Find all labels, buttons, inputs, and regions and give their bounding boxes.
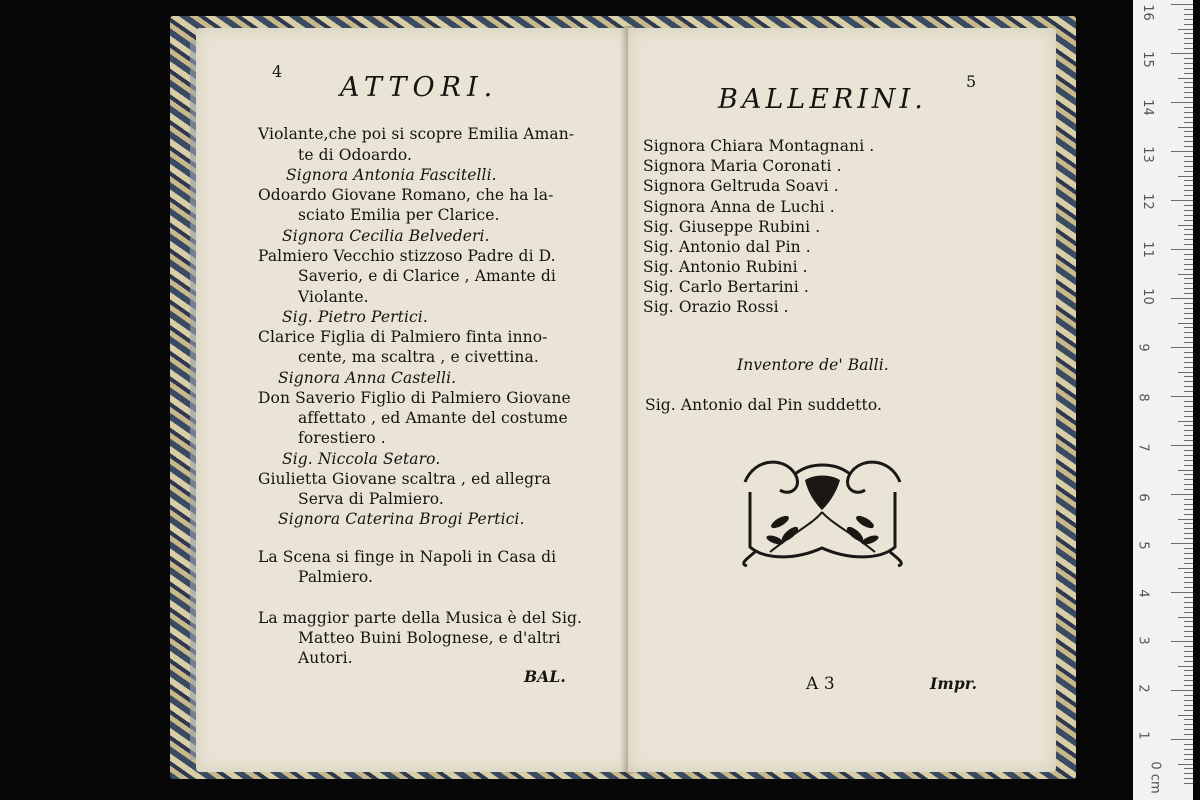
ruler-tick (1184, 577, 1193, 578)
ruler-number: 16 (1139, 4, 1155, 21)
ruler-tick (1184, 342, 1193, 343)
left-page-title: ATTORI. (340, 72, 499, 103)
ruler-number: 13 (1139, 146, 1155, 163)
ruler-tick (1171, 592, 1193, 593)
ruler-tick (1171, 739, 1193, 740)
dancer-name: Sig. Carlo Bertarini . (643, 278, 809, 296)
signature-mark: A 3 (806, 674, 835, 694)
ruler-tick (1184, 92, 1193, 93)
ruler-tick (1184, 621, 1193, 622)
ruler-tick (1171, 102, 1193, 103)
ruler-tick (1184, 48, 1193, 49)
ruler-tick (1184, 597, 1193, 598)
ruler-tick (1184, 68, 1193, 69)
ruler-tick (1184, 220, 1193, 221)
ruler-tick (1184, 749, 1193, 750)
text-line: te di Odoardo. (298, 146, 413, 164)
ruler-tick (1184, 675, 1193, 676)
ruler-tick (1184, 710, 1193, 711)
ruler-tick (1184, 146, 1193, 147)
ruler-tick (1171, 53, 1193, 54)
text-line: Matteo Buini Bolognese, e d'altri (298, 629, 561, 647)
text-line: Signora Caterina Brogi Pertici. (278, 510, 525, 528)
ruler-tick (1184, 156, 1193, 157)
ruler-tick (1178, 617, 1193, 618)
ruler-tick (1184, 337, 1193, 338)
ruler-tick (1184, 264, 1193, 265)
ruler-tick (1184, 141, 1193, 142)
ruler-tick (1184, 460, 1193, 461)
dancer-name: Signora Chiara Montagnani . (643, 137, 875, 155)
ruler-tick (1184, 509, 1193, 510)
ruler-tick (1184, 82, 1193, 83)
ruler-tick (1184, 63, 1193, 64)
ruler-tick (1178, 274, 1193, 275)
ruler-number: 15 (1139, 51, 1155, 68)
text-line: forestiero . (298, 429, 386, 447)
ruler-tick (1184, 131, 1193, 132)
ruler-tick (1184, 553, 1193, 554)
ruler-tick (1184, 636, 1193, 637)
ruler-tick (1184, 33, 1193, 34)
ruler-tick (1184, 514, 1193, 515)
ruler-tick (1184, 695, 1193, 696)
ruler-tick (1184, 572, 1193, 573)
ruler-tick (1184, 38, 1193, 39)
ruler-number: 4 (1135, 589, 1151, 598)
ruler-tick (1184, 489, 1193, 490)
ruler-tick (1184, 729, 1193, 730)
text-line: Violante,che poi si scopre Emilia Aman- (258, 125, 575, 143)
ruler-tick (1184, 278, 1193, 279)
left-page-number: 4 (272, 62, 283, 81)
ruler-tick (1178, 421, 1193, 422)
text-line: Serva di Palmiero. (298, 490, 444, 508)
ruler-tick (1184, 607, 1193, 608)
measurement-ruler (1133, 0, 1193, 800)
ruler-tick (1178, 323, 1193, 324)
text-line: Palmiero. (298, 568, 374, 586)
ruler-tick (1184, 523, 1193, 524)
ruler-tick (1178, 666, 1193, 667)
left-catchword: BAL. (524, 667, 566, 686)
ruler-tick (1184, 455, 1193, 456)
dancer-name: Signora Anna de Luchi . (643, 198, 835, 216)
dancer-name: Sig. Orazio Rossi . (643, 298, 789, 316)
text-line: Sig. Pietro Pertici. (282, 308, 428, 326)
ruler-tick (1178, 225, 1193, 226)
ruler-tick (1184, 239, 1193, 240)
ruler-tick (1184, 416, 1193, 417)
ruler-tick (1184, 269, 1193, 270)
text-line: Sig. Niccola Setaro. (282, 450, 441, 468)
text-line: Autori. (298, 649, 353, 667)
ruler-tick (1184, 430, 1193, 431)
ruler-tick (1184, 533, 1193, 534)
text-line: cente, ma scaltra , e civettina. (298, 348, 539, 366)
ruler-tick (1184, 700, 1193, 701)
ruler-tick (1184, 205, 1193, 206)
ruler-tick (1184, 651, 1193, 652)
ruler-number: 1 (1135, 731, 1151, 740)
ruler-tick (1184, 254, 1193, 255)
ruler-tick (1184, 474, 1193, 475)
ruler-tick (1184, 759, 1193, 760)
ruler-tick (1184, 73, 1193, 74)
ruler-tick (1184, 308, 1193, 309)
ruler-tick (1184, 58, 1193, 59)
ruler-number: 14 (1139, 99, 1155, 116)
ruler-tick (1178, 715, 1193, 716)
ruler-tick (1184, 386, 1193, 387)
ruler-tick (1171, 396, 1193, 397)
dancer-name: Signora Maria Coronati . (643, 157, 842, 175)
ruler-tick (1184, 783, 1193, 784)
ruler-tick (1184, 602, 1193, 603)
ruler-tick (1184, 190, 1193, 191)
ruler-tick (1184, 411, 1193, 412)
ruler-tick (1178, 29, 1193, 30)
ruler-tick (1184, 288, 1193, 289)
ruler-tick (1171, 347, 1193, 348)
ruler-number: 0 cm (1147, 761, 1163, 794)
text-line: Saverio, e di Clarice , Amante di (298, 267, 556, 285)
ruler-tick (1184, 705, 1193, 706)
ruler-tick (1171, 445, 1193, 446)
ruler-tick (1184, 724, 1193, 725)
ruler-number: 12 (1139, 193, 1155, 210)
ruler-tick (1184, 631, 1193, 632)
text-line: Palmiero Vecchio stizzoso Padre di D. (258, 247, 556, 265)
ruler-tick (1184, 538, 1193, 539)
ruler-tick (1178, 127, 1193, 128)
dancer-name: Sig. Giuseppe Rubini . (643, 218, 821, 236)
ruler-tick (1184, 563, 1193, 564)
ruler-tick (1178, 568, 1193, 569)
ruler-tick (1184, 685, 1193, 686)
ruler-tick (1184, 670, 1193, 671)
ruler-number: 3 (1135, 636, 1151, 645)
ruler-tick (1171, 200, 1193, 201)
ruler-tick (1184, 450, 1193, 451)
text-line: La maggior parte della Musica è del Sig. (258, 609, 583, 627)
ruler-tick (1184, 14, 1193, 15)
inventor-heading: Inventore de' Balli. (737, 356, 889, 374)
ruler-number: 11 (1139, 241, 1155, 258)
ruler-tick (1171, 4, 1193, 5)
ruler-tick (1184, 234, 1193, 235)
ruler-tick (1184, 171, 1193, 172)
ruler-tick (1184, 107, 1193, 108)
ruler-number: 9 (1135, 343, 1151, 352)
ruler-number: 6 (1135, 493, 1151, 502)
ruler-tick (1178, 764, 1193, 765)
ruler-tick (1184, 587, 1193, 588)
text-line: Clarice Figlia di Palmiero finta inno- (258, 328, 548, 346)
dancer-name: Sig. Antonio dal Pin . (643, 238, 811, 256)
ruler-tick (1171, 298, 1193, 299)
ruler-tick (1184, 646, 1193, 647)
ruler-tick (1184, 734, 1193, 735)
ruler-tick (1184, 367, 1193, 368)
text-line: sciato Emilia per Clarice. (298, 206, 500, 224)
ruler-tick (1184, 381, 1193, 382)
ruler-tick (1184, 195, 1193, 196)
ruler-tick (1184, 391, 1193, 392)
ruler-tick (1184, 293, 1193, 294)
ruler-tick (1184, 112, 1193, 113)
ruler-tick (1184, 612, 1193, 613)
text-line: Violante. (298, 288, 369, 306)
ruler-tick (1184, 357, 1193, 358)
ruler-tick (1184, 9, 1193, 10)
ruler-tick (1184, 773, 1193, 774)
ornament-icon (735, 452, 910, 567)
ruler-tick (1184, 719, 1193, 720)
ruler-tick (1184, 479, 1193, 480)
right-page-title: BALLERINI. (718, 84, 927, 115)
ruler-tick (1184, 352, 1193, 353)
ruler-tick (1178, 78, 1193, 79)
ruler-tick (1184, 210, 1193, 211)
ruler-tick (1184, 136, 1193, 137)
ruler-tick (1184, 754, 1193, 755)
ruler-number: 7 (1135, 443, 1151, 452)
ruler-tick (1184, 484, 1193, 485)
ruler-tick (1184, 180, 1193, 181)
ruler-tick (1184, 327, 1193, 328)
ruler-number: 8 (1135, 393, 1151, 402)
ruler-tick (1184, 528, 1193, 529)
ruler-tick (1184, 465, 1193, 466)
text-line: Don Saverio Figlio di Palmiero Giovane (258, 389, 571, 407)
ruler-tick (1184, 259, 1193, 260)
text-line: affettato , ed Amante del costume (298, 409, 568, 427)
ruler-number: 2 (1135, 684, 1151, 693)
ruler-tick (1178, 372, 1193, 373)
ruler-tick (1184, 283, 1193, 284)
ruler-tick (1184, 161, 1193, 162)
ruler-tick (1184, 97, 1193, 98)
ruler-tick (1171, 641, 1193, 642)
ruler-tick (1184, 548, 1193, 549)
ruler-tick (1171, 690, 1193, 691)
ruler-tick (1184, 19, 1193, 20)
dancer-name: Sig. Antonio Rubini . (643, 258, 808, 276)
ruler-tick (1184, 744, 1193, 745)
ruler-tick (1184, 778, 1193, 779)
text-line: Odoardo Giovane Romano, che ha la- (258, 186, 554, 204)
text-line: La Scena si finge in Napoli in Casa di (258, 548, 557, 566)
ruler-tick (1184, 499, 1193, 500)
ruler-tick (1184, 406, 1193, 407)
ruler-tick (1184, 425, 1193, 426)
ruler-tick (1184, 24, 1193, 25)
right-catchword: Impr. (930, 674, 978, 693)
ruler-tick (1184, 185, 1193, 186)
ruler-tick (1184, 313, 1193, 314)
text-line: Signora Cecilia Belvederi. (282, 227, 490, 245)
ruler-tick (1184, 440, 1193, 441)
dancer-name: Signora Geltruda Soavi . (643, 177, 839, 195)
ruler-tick (1178, 470, 1193, 471)
ruler-number: 10 (1139, 288, 1155, 305)
ruler-tick (1184, 122, 1193, 123)
ruler-tick (1184, 656, 1193, 657)
text-line: Giulietta Giovane scaltra , ed allegra (258, 470, 552, 488)
ruler-tick (1171, 543, 1193, 544)
right-page-number: 5 (966, 72, 977, 91)
ruler-tick (1184, 435, 1193, 436)
ruler-tick (1184, 244, 1193, 245)
ruler-tick (1184, 582, 1193, 583)
ruler-tick (1171, 494, 1193, 495)
ruler-tick (1184, 318, 1193, 319)
ruler-number: 5 (1135, 541, 1151, 550)
ruler-tick (1184, 166, 1193, 167)
ruler-tick (1178, 519, 1193, 520)
ruler-tick (1184, 626, 1193, 627)
ruler-tick (1184, 117, 1193, 118)
ruler-tick (1184, 504, 1193, 505)
ruler-tick (1184, 558, 1193, 559)
ruler-tick (1184, 401, 1193, 402)
text-line: Signora Anna Castelli. (278, 369, 457, 387)
ruler-tick (1184, 680, 1193, 681)
ruler-tick (1184, 332, 1193, 333)
ruler-tick (1184, 43, 1193, 44)
ruler-tick (1184, 303, 1193, 304)
ruler-tick (1184, 215, 1193, 216)
ruler-tick (1171, 249, 1193, 250)
text-line: Signora Antonia Fascitelli. (286, 166, 497, 184)
ruler-tick (1184, 229, 1193, 230)
ruler-tick (1184, 768, 1193, 769)
ruler-tick (1184, 376, 1193, 377)
ruler-tick (1184, 661, 1193, 662)
ruler-tick (1171, 151, 1193, 152)
ruler-tick (1178, 176, 1193, 177)
ruler-tick (1184, 362, 1193, 363)
inventor-name: Sig. Antonio dal Pin suddetto. (645, 396, 883, 414)
ruler-tick (1184, 87, 1193, 88)
